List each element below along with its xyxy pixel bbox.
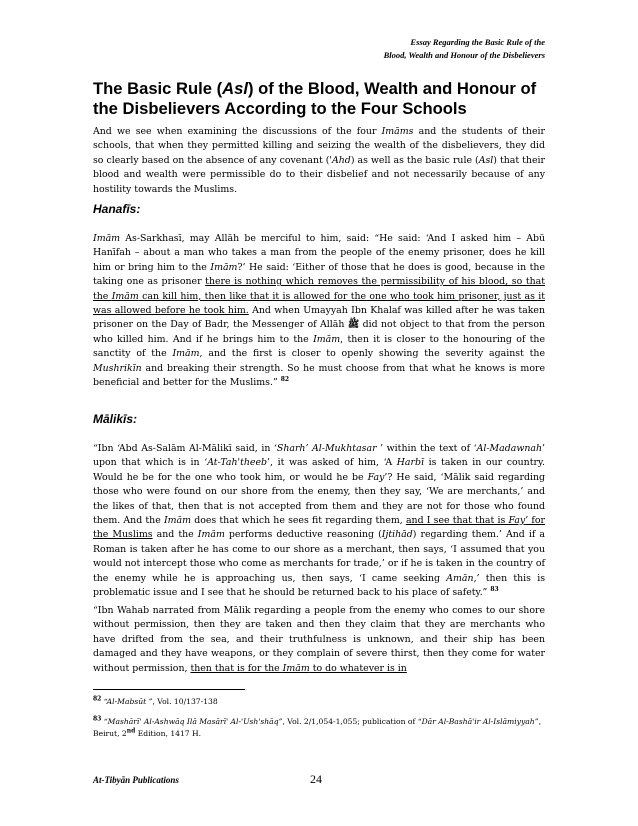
title-text: The Basic Rule ( [93, 79, 223, 98]
running-head-line2: Blood, Wealth and Honour of the Disbelievers [383, 50, 545, 60]
intro-paragraph: And we see when examining the discussions of the four Imāms and the students of their schools, that when they permitted killing and seizing the wealth of the disbelievers, they did so clearly based on the absence of any covenant ('Ahd) as well as the basic rule (Asl) that their blood and wealth were permissible do to their disbelief and not necessarily because of any hostility towards the Muslims. [93, 126, 545, 195]
footnote-ref-83: 83 [490, 585, 499, 593]
page-number: 24 [310, 772, 322, 786]
hanafis-paragraph: Imām As-Sarkhasī, may Allāh be merciful to him, said: “He said: ‘And I asked him – Abū Hanīfah – about a man who takes a man from the people of the enemy prisoner, does he kill him or bring him to the Imām?’ He said: ‘Either of those that he does is good, because in the taking one as prisoner there is nothing which removes the permissibility of his blood, so that the Imām can kill him, then like that it is allowed for the one who took him prisoner, just as it was allowed before he took him. And when Umayyah Ibn Khalaf was killed after he was taken prisoner on the Day of Badr, the Messenger of Allāh ﷺ did not object to that from the person who killed him. And if he brings him to the Imām, then it is closer to the honouring of the sanctity of the Imām, and the first is closer to openly showing the severity against the Mushrikīn and breaking their strength. So he must choose from that what he knows is more beneficial and better for the Muslims.” $^{82}$ [93, 233, 546, 389]
section-heading-hanafis: Hanafīs: [93, 202, 141, 216]
running-head [245, 36, 545, 62]
malikis-paragraph-2: “Ibn Wahab narrated from Mālik regarding a people from the enemy who comes to our shore without permission, then they are taken and then they claim that they are merchants who have drifted from the sea, and their truthfulness is unknown, and their ship has been damaged and they have weapons, or they complain of severe thirst, then they come for water without permission, then that is for the Imām to do whatever is in [93, 605, 545, 674]
publisher-footer: At-Tibyān Publications [93, 775, 179, 785]
page-title [93, 79, 553, 119]
malikis-paragraph-1: “Ibn ‘Abd As-Salām Al-Mālikī said, in ‘Sharh’ Al-Mukhtasar ’ within the text of ‘Al-Madawnah’ upon that which is in ‘At-Tah'theeb’, it was asked of him, ‘A Harbī is taken in our country. Would he be for the one who took him, or would he be Fay’? He said, ‘Mālik said regarding those who were found on our shore from the enemy, then they say, ‘We are merchants,’ and the likes of that, then that is not accepted from them and they are not for those who found them. And the Imām does that which he sees fit regarding them, and I see that that is Fay’ for the Muslims and the Imām performs deductive reasoning (Ijtihād) regarding them.’ And if a Roman is taken after he has come to our shore as a merchant, then says, ‘I assumed that you would not intercept those who come as merchants for trade,’ or if he is taken in the country of the enemy while he is approaching us, then says, ‘I came seeking Amān,’ then this is problematic issue and I see that he should be returned back to his place of safety.” $^{83}$ [93, 443, 546, 599]
footnote-82: $^{82}$ “Al-Mabsūt ”, Vol. 10/137-138 [93, 695, 218, 706]
underlined-text: there is nothing which removes the permissibility of his blood, so that the Imām can kill him, then like that it is allowed for the one who took him prisoner, just as it was allowed before he took him. [93, 276, 545, 317]
title-text-rest: ) of the Blood, Wealth and Honour of the Disbelievers According to the Four Schools [93, 79, 537, 118]
footnote-divider [93, 689, 245, 690]
underlined-text: then that is for the Imām to do whatever is in [190, 662, 407, 674]
section-heading-malikis: Mālikīs: [93, 412, 138, 426]
title-asl: Asl [222, 79, 248, 98]
salutation-glyph: ﷺ [347, 319, 360, 331]
underlined-text: and I see that that is Fay’ for the Muslims [93, 515, 545, 541]
footnote-83: $^{83}$ “Mashārī' Al-Ashwāq Ilā Masārī' Al-'Ush'shāq”, Vol. 2/1,054-1,055; publication of “Dār Al-Bashā'ir Al-Islāmiyyah”, Beirut, 2nd Edition, 1417 H. [93, 715, 541, 738]
running-head-line1: Essay Regarding the Basic Rule of the [410, 37, 545, 47]
footnote-ref-82: 82 [280, 375, 290, 383]
